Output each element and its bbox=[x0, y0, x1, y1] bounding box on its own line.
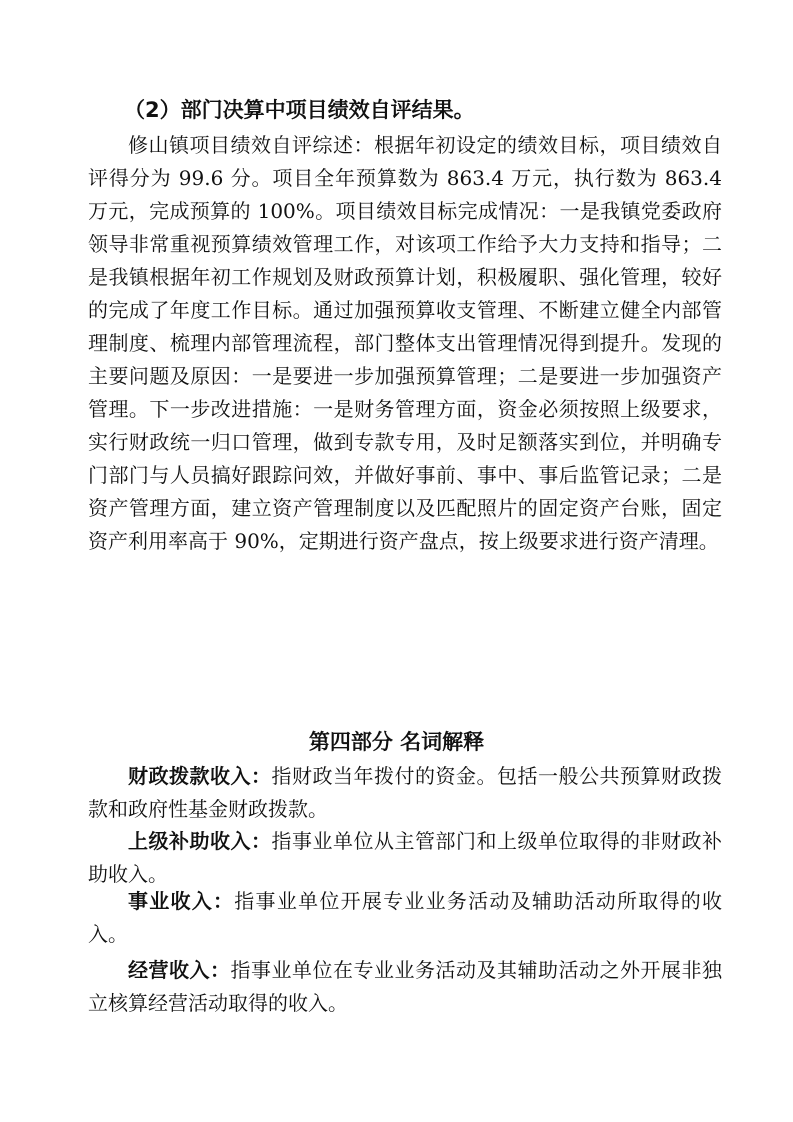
definition-text: 指事业单位从主管部门和上级单位取得的非财政补助收入。 bbox=[88, 829, 722, 886]
performance-summary-paragraph: 修山镇项目绩效自评综述：根据年初设定的绩效目标，项目绩效自评得分为 99.6 分。项目全年预算数为 863.4 万元，执行数为 863.4 万元，完成预算的 100%。项目绩效目标完成情况：一是我镇党委政府领导非常重视预算绩效管理工作，对该项工作给予大力支持和指导；二是我镇根据年初工作规划及财政预算计划，积极履职、强化管理，较好的完成了年度工作目标。通过加强预算收支管理、不断建立健全内部管理制度、梳理内部管理流程，部门整体支出管理情况得到提升。发现的主要问题及原因：一是要进一步加强预算管理；二是要进一步加强资产管理。下一步改进措施：一是财务管理方面，资金必须按照上级要求，实行财政统一归口管理，做到专款专用，及时足额落实到位，并明确专门部门与人员搞好跟踪问效，并做好事前、事中、事后监管记录；二是资产管理方面，建立资产管理制度以及匹配照片的固定资产台账，固定资产利用率高于 90%，定期进行资产盘点，按上级要求进行资产清理。 bbox=[88, 133, 722, 553]
subheading: （2）部门决算中项目绩效自评结果。 bbox=[124, 98, 475, 122]
definition-text: 指财政当年拨付的资金。包括一般公共预算财政拨款和政府性基金财政拨款。 bbox=[88, 764, 722, 821]
definition-text: 指事业单位开展专业业务活动及辅助活动所取得的收入。 bbox=[88, 889, 723, 946]
definition-business-revenue bbox=[88, 885, 722, 951]
section-title: 第四部分 名词解释 bbox=[308, 730, 485, 754]
definition-term: 财政拨款收入： bbox=[128, 764, 272, 788]
definition-superior-subsidy bbox=[88, 825, 722, 891]
definition-term: 上级补助收入： bbox=[128, 829, 272, 853]
definition-term: 事业收入： bbox=[128, 889, 235, 913]
definition-term: 经营收入： bbox=[128, 958, 231, 982]
definition-text: 指事业单位在专业业务活动及其辅助活动之外开展非独立核算经营活动取得的收入。 bbox=[88, 958, 722, 1015]
definition-fiscal-appropriation bbox=[88, 760, 722, 826]
definition-operating-revenue bbox=[88, 954, 722, 1020]
